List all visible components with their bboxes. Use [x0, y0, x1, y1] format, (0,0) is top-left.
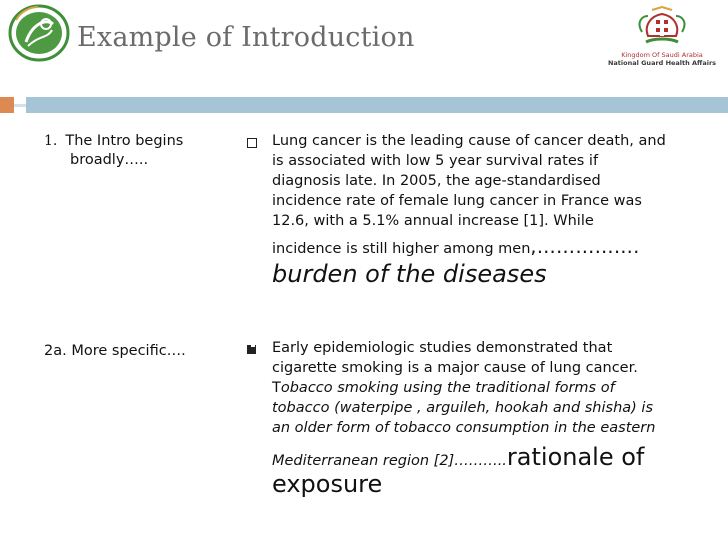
outline-item-continuation: broadly…..	[70, 152, 149, 168]
emphasis-burden: burden of the diseases	[272, 260, 547, 288]
checkbox-bullet-icon	[247, 345, 256, 354]
outline-item-label: The Intro begins	[65, 133, 184, 149]
ellipsis-dots: ,…………….	[530, 236, 640, 258]
header-band-orange	[0, 97, 14, 113]
header-band-blue	[26, 97, 728, 113]
outline-item-specific: 2a. More specific….	[44, 343, 186, 359]
hollow-square-bullet-icon	[247, 138, 257, 148]
paragraph-lung-cancer	[272, 131, 717, 289]
text-line: incidence rate of female lung cancer in France was	[272, 193, 642, 209]
text-line: an older form of tobacco consumption in the eastern	[272, 420, 656, 436]
slide-title: Example of Introduction	[77, 22, 415, 53]
text-line: tobacco (waterpipe , arguileh, hookah and shisha) is	[272, 400, 654, 416]
text-line: Early epidemiologic studies demonstrated that	[272, 340, 613, 356]
emphasis-rationale: rationale of	[506, 443, 645, 471]
outline-item-number: 1.	[44, 133, 58, 149]
national-guard-logo	[606, 6, 718, 70]
outline-item-intro	[44, 132, 234, 170]
organization-logo-left	[8, 4, 70, 62]
paragraph-smoking	[272, 338, 717, 497]
text-fragment: Mediterranean region [2]………..	[272, 453, 507, 469]
text-line: diagnosis late. In 2005, the age-standardised	[272, 173, 601, 189]
text-line: is associated with low 5 year survival rates if	[272, 153, 599, 169]
text-line	[272, 237, 717, 259]
text-line: cigarette smoking is a major cause of lung cancer.	[272, 360, 638, 376]
text-line	[272, 378, 717, 398]
text-line	[272, 444, 717, 471]
text-fragment: T	[272, 380, 281, 396]
emphasis-exposure: exposure	[272, 470, 383, 498]
logo-caption-country: Kingdom Of Saudi Arabia	[621, 51, 703, 59]
text-line: 12.6, with a 5.1% annual increase [1]. While	[272, 213, 594, 229]
text-fragment: obacco smoking using the traditional forms of	[280, 380, 615, 396]
text-fragment: incidence is still higher among men	[272, 241, 531, 257]
logo-caption-organization: National Guard Health Affairs	[607, 59, 717, 67]
text-line: Lung cancer is the leading cause of cancer death, and	[272, 133, 666, 149]
